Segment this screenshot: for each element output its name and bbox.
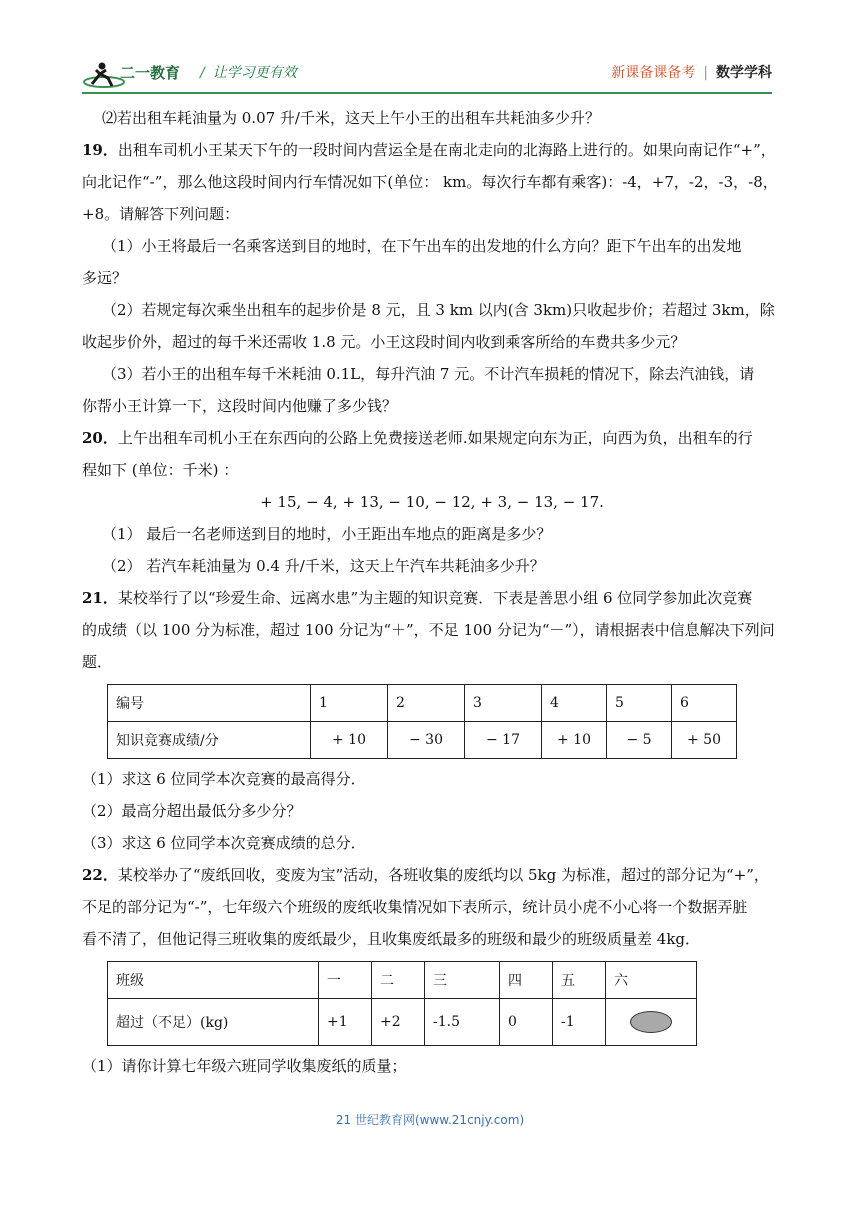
table-cell: 班级 xyxy=(108,962,319,999)
q20-sequence: + 15, − 4, + 13, − 10, − 12, + 3, − 13, − 17. xyxy=(260,493,604,511)
q20-stem-1: 20．上午出租车司机小王在东西向的公路上免费接送老师.如果规定向东为正，向西为负，出租车的行 xyxy=(82,429,753,447)
table-row xyxy=(108,685,737,722)
table-cell: +1 xyxy=(319,999,372,1046)
q21-part2: （2）最高分超出最低分多少分？ xyxy=(82,802,302,820)
ink-blot xyxy=(630,1011,672,1033)
table-cell: − 30 xyxy=(388,722,465,759)
q22-part1: （1）请你计算七年级六班同学收集废纸的质量； xyxy=(82,1057,407,1075)
table-cell: 2 xyxy=(388,685,465,722)
q18-part2: ⑵若出租车耗油量为 0.07 升/千米，这天上午小王的出租车共耗油多少升？ xyxy=(102,109,600,127)
table-cell: 1 xyxy=(311,685,388,722)
table-cell: 5 xyxy=(607,685,672,722)
table-row xyxy=(108,999,697,1046)
q19-part1: （1）小王将最后一名乘客送到目的地时，在下午出车的出发地的什么方向？距下午出车的出发地 xyxy=(102,237,742,255)
slogan: / 让学习更有效 xyxy=(200,65,297,81)
q21-part3: （3）求这 6 位同学本次竞赛成绩的总分． xyxy=(82,834,366,852)
q19-stem-3: +8。请解答下列问题： xyxy=(82,205,240,223)
header-divider xyxy=(82,92,772,94)
q22-waste-paper-table xyxy=(107,961,697,1046)
document-body xyxy=(82,102,782,1082)
table-cell: 二 xyxy=(372,962,425,999)
q22-stem-2: 不足的部分记为“-”，七年级六个班级的废纸收集情况如下表所示，统计员小虎不小心将一个数据弄脏 xyxy=(82,898,748,916)
q21-stem-3: 题． xyxy=(82,653,113,671)
q22-stem-1: 22．某校举办了“废纸回收，变废为宝”活动，各班收集的废纸均以 5kg 为标准，超过的部分记为“+”， xyxy=(82,866,769,884)
table-cell: 6 xyxy=(672,685,737,722)
table-cell: -1 xyxy=(553,999,606,1046)
table-cell: 一 xyxy=(319,962,372,999)
q19-part1-cont: 多远？ xyxy=(82,269,128,287)
table-cell: 3 xyxy=(465,685,542,722)
q19-part3-cont: 你帮小王计算一下，这段时间内他赚了多少钱？ xyxy=(82,397,398,415)
table-cell: + 10 xyxy=(311,722,388,759)
q19-stem-1: 19．出租车司机小王某天下午的一段时间内营运全是在南北走向的北海路上进行的。如果向南记作“+”， xyxy=(82,141,776,159)
page-footer: 21 世纪教育网(www.21cnjy.com) xyxy=(335,1113,525,1127)
table-cell: + 10 xyxy=(542,722,607,759)
table-row xyxy=(108,722,737,759)
q21-part1: （1）求这 6 位同学本次竞赛的最高得分． xyxy=(82,770,366,788)
table-cell: +2 xyxy=(372,999,425,1046)
table-cell: -1.5 xyxy=(425,999,500,1046)
q19-part3: （3）若小王的出租车每千米耗油 0.1L，每升汽油 7 元。不计汽车损耗的情况下，除去汽油钱，请 xyxy=(102,365,755,383)
q21-stem-2: 的成绩（以 100 分为标准，超过 100 分记为“＋”，不足 100 分记为“－”），请根据表中信息解决下列问 xyxy=(82,621,775,639)
table-cell: 知识竞赛成绩/分 xyxy=(108,722,311,759)
q21-score-table xyxy=(107,684,737,759)
table-row xyxy=(108,962,697,999)
q20-part2: （2） 若汽车耗油量为 0.4 升/千米，这天上午汽车共耗油多少升？ xyxy=(102,557,545,575)
q20-part1: （1） 最后一名老师送到目的地时，小王距出车地点的距离是多少？ xyxy=(102,525,552,543)
table-cell: 4 xyxy=(542,685,607,722)
q20-stem-2: 程如下 (单位：千米) ： xyxy=(82,461,239,479)
q21-stem-1: 21．某校举行了以“珍爱生命、远离水患”为主题的知识竞赛．下表是善思小组 6 位同学参加此次竞赛 xyxy=(82,589,753,607)
smudged-cell xyxy=(606,999,697,1046)
table-cell: 四 xyxy=(500,962,553,999)
q19-stem-2: 向北记作“-”，那么他这段时间内行车情况如下(单位： km。每次行车都有乘客)：-4，+7，-2，-3，-8， xyxy=(82,173,778,191)
table-cell: 超过（不足）(kg) xyxy=(108,999,319,1046)
table-cell: 编号 xyxy=(108,685,311,722)
table-cell: 六 xyxy=(606,962,697,999)
table-cell: 三 xyxy=(425,962,500,999)
table-cell: 五 xyxy=(553,962,606,999)
q19-part2: （2）若规定每次乘坐出租车的起步价是 8 元，且 3 km 以内(含 3km)只收起步价；若超过 3km，除 xyxy=(102,301,775,319)
table-cell: + 50 xyxy=(672,722,737,759)
table-cell: − 5 xyxy=(607,722,672,759)
q19-part2-cont: 收起步价外，超过的每千米还需收 1.8 元。小王这段时间内收到乘客所给的车费共多少元？ xyxy=(82,333,686,351)
q22-stem-3: 看不清了，但他记得三班收集的废纸最少，且收集废纸最多的班级和最少的班级质量差 4kg． xyxy=(82,930,701,948)
logo-text: 二一教育 xyxy=(120,64,181,82)
table-cell: 0 xyxy=(500,999,553,1046)
page-header xyxy=(82,56,772,96)
table-cell: − 17 xyxy=(465,722,542,759)
header-subject: 新课备课备考 | 数学学科 xyxy=(611,65,772,81)
